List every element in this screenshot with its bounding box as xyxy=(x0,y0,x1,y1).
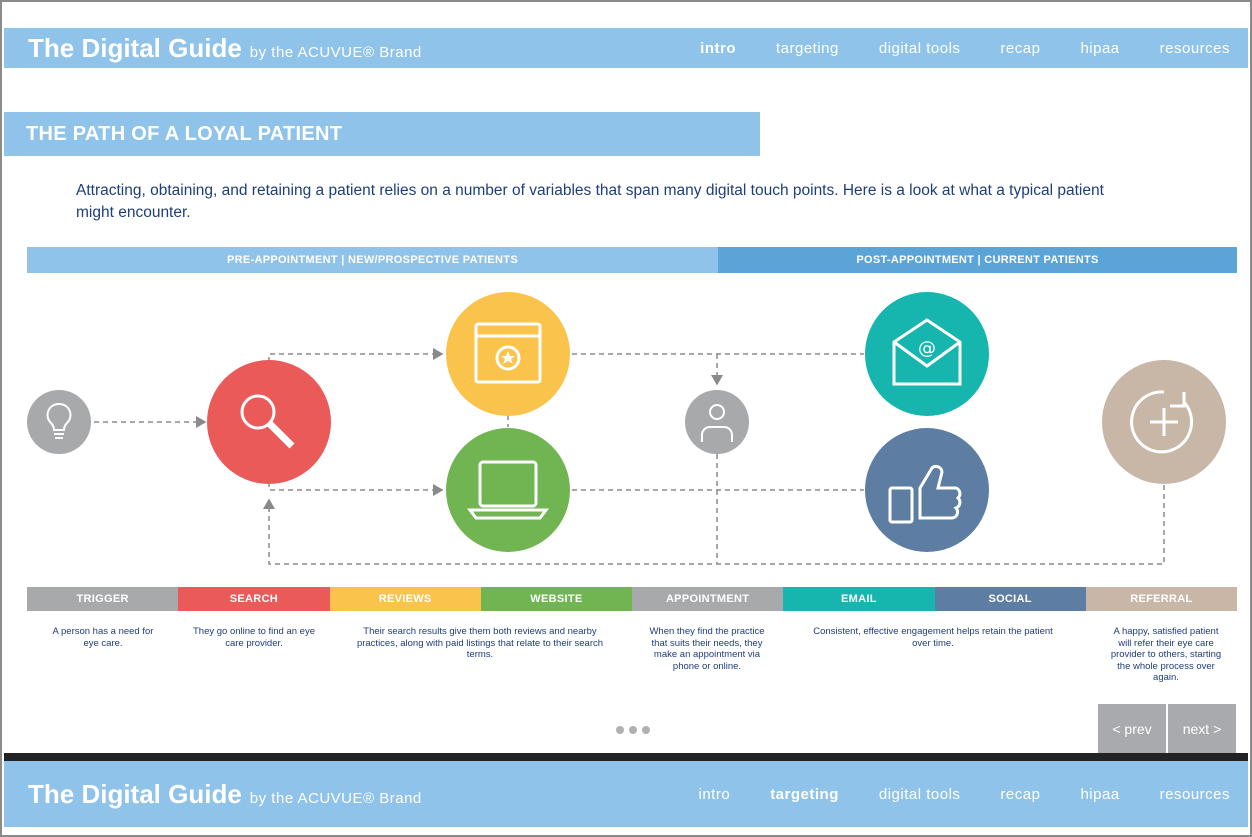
nav-recap[interactable]: recap xyxy=(1000,39,1041,57)
top-header xyxy=(4,28,1248,68)
stage-trigger: TRIGGER xyxy=(27,587,178,611)
phase-post-appointment: POST-APPOINTMENT | CURRENT PATIENTS xyxy=(718,247,1237,273)
stage-social: SOCIAL xyxy=(935,587,1086,611)
stage-reviews: REVIEWS xyxy=(330,587,481,611)
footer-brand-logo[interactable] xyxy=(28,774,422,814)
divider xyxy=(4,753,1248,761)
stage-referral: REFERRAL xyxy=(1086,587,1237,611)
stage-search: SEARCH xyxy=(178,587,329,611)
nav-digital-tools[interactable]: digital tools xyxy=(878,39,961,57)
stage-appointment: APPOINTMENT xyxy=(632,587,783,611)
patient-path-diagram xyxy=(2,282,1250,582)
phase-pre-appointment: PRE-APPOINTMENT | NEW/PROSPECTIVE PATIENTS xyxy=(27,247,718,273)
footer-brand-subtitle: by the ACUVUE® Brand xyxy=(249,790,422,807)
nav-targeting[interactable]: targeting xyxy=(775,39,839,57)
brand-logo[interactable] xyxy=(28,28,422,68)
desc-email-social: Consistent, effective engagement helps retain the patient over time. xyxy=(813,626,1053,649)
footer-nav-recap[interactable]: recap xyxy=(1000,785,1041,803)
desc-search: They go online to find an eye care provider. xyxy=(192,626,315,649)
footer-nav-hipaa[interactable]: hipaa xyxy=(1080,785,1120,803)
brand-subtitle: by the ACUVUE® Brand xyxy=(249,44,422,61)
nav-hipaa[interactable]: hipaa xyxy=(1080,39,1120,57)
desc-referral: A happy, satisfied patient will refer their eye care provider to others, starting the whole process over again. xyxy=(1110,626,1222,683)
desc-reviews-website: Their search results give them both reviews and nearby practices, along with paid listings that relate to their search terms. xyxy=(356,626,604,660)
prev-button[interactable]: < prev xyxy=(1098,704,1166,754)
stage-website: WEBSITE xyxy=(481,587,632,611)
section-title-bar xyxy=(4,112,760,156)
pagination-dots xyxy=(616,726,650,734)
footer-brand-title: The Digital Guide xyxy=(28,779,242,809)
laptop-icon[interactable] xyxy=(446,428,570,552)
magnifier-icon[interactable] xyxy=(207,360,331,484)
intro-text: Attracting, obtaining, and retaining a patient relies on a number of variables that span many digital touch points. Here is a look at what a typical patient might encounter. xyxy=(76,182,1104,221)
pagination-dot[interactable] xyxy=(642,726,650,734)
page-title: THE PATH OF A LOYAL PATIENT xyxy=(26,123,343,145)
next-button[interactable]: next > xyxy=(1168,704,1236,754)
pagination-dot[interactable] xyxy=(629,726,637,734)
footer-nav-targeting[interactable]: targeting xyxy=(770,785,839,803)
stage-email: EMAIL xyxy=(783,587,934,611)
nav-intro[interactable]: intro xyxy=(700,39,736,57)
nav-resources[interactable]: resources xyxy=(1159,39,1230,57)
desc-appointment: When they find the practice that suits their needs, they make an appointment via phone or online. xyxy=(649,626,765,672)
svg-text:@: @ xyxy=(918,338,936,359)
lightbulb-icon[interactable] xyxy=(27,390,91,454)
desc-trigger: A person has a need for eye care. xyxy=(52,626,154,649)
browser-star-icon[interactable] xyxy=(446,292,570,416)
thumbs-up-icon[interactable] xyxy=(865,428,989,552)
refresh-plus-icon[interactable] xyxy=(1102,360,1226,484)
pagination-dot[interactable] xyxy=(616,726,624,734)
footer-header xyxy=(4,761,1248,827)
footer-nav-intro[interactable]: intro xyxy=(698,785,731,803)
person-icon[interactable] xyxy=(685,390,749,454)
stage-labels xyxy=(27,587,1237,611)
brand-title: The Digital Guide xyxy=(28,33,242,63)
footer-nav xyxy=(659,774,1231,814)
footer-nav-digital-tools[interactable]: digital tools xyxy=(878,785,961,803)
top-nav xyxy=(660,28,1230,68)
footer-nav-resources[interactable]: resources xyxy=(1159,785,1230,803)
envelope-icon[interactable] xyxy=(865,292,989,416)
